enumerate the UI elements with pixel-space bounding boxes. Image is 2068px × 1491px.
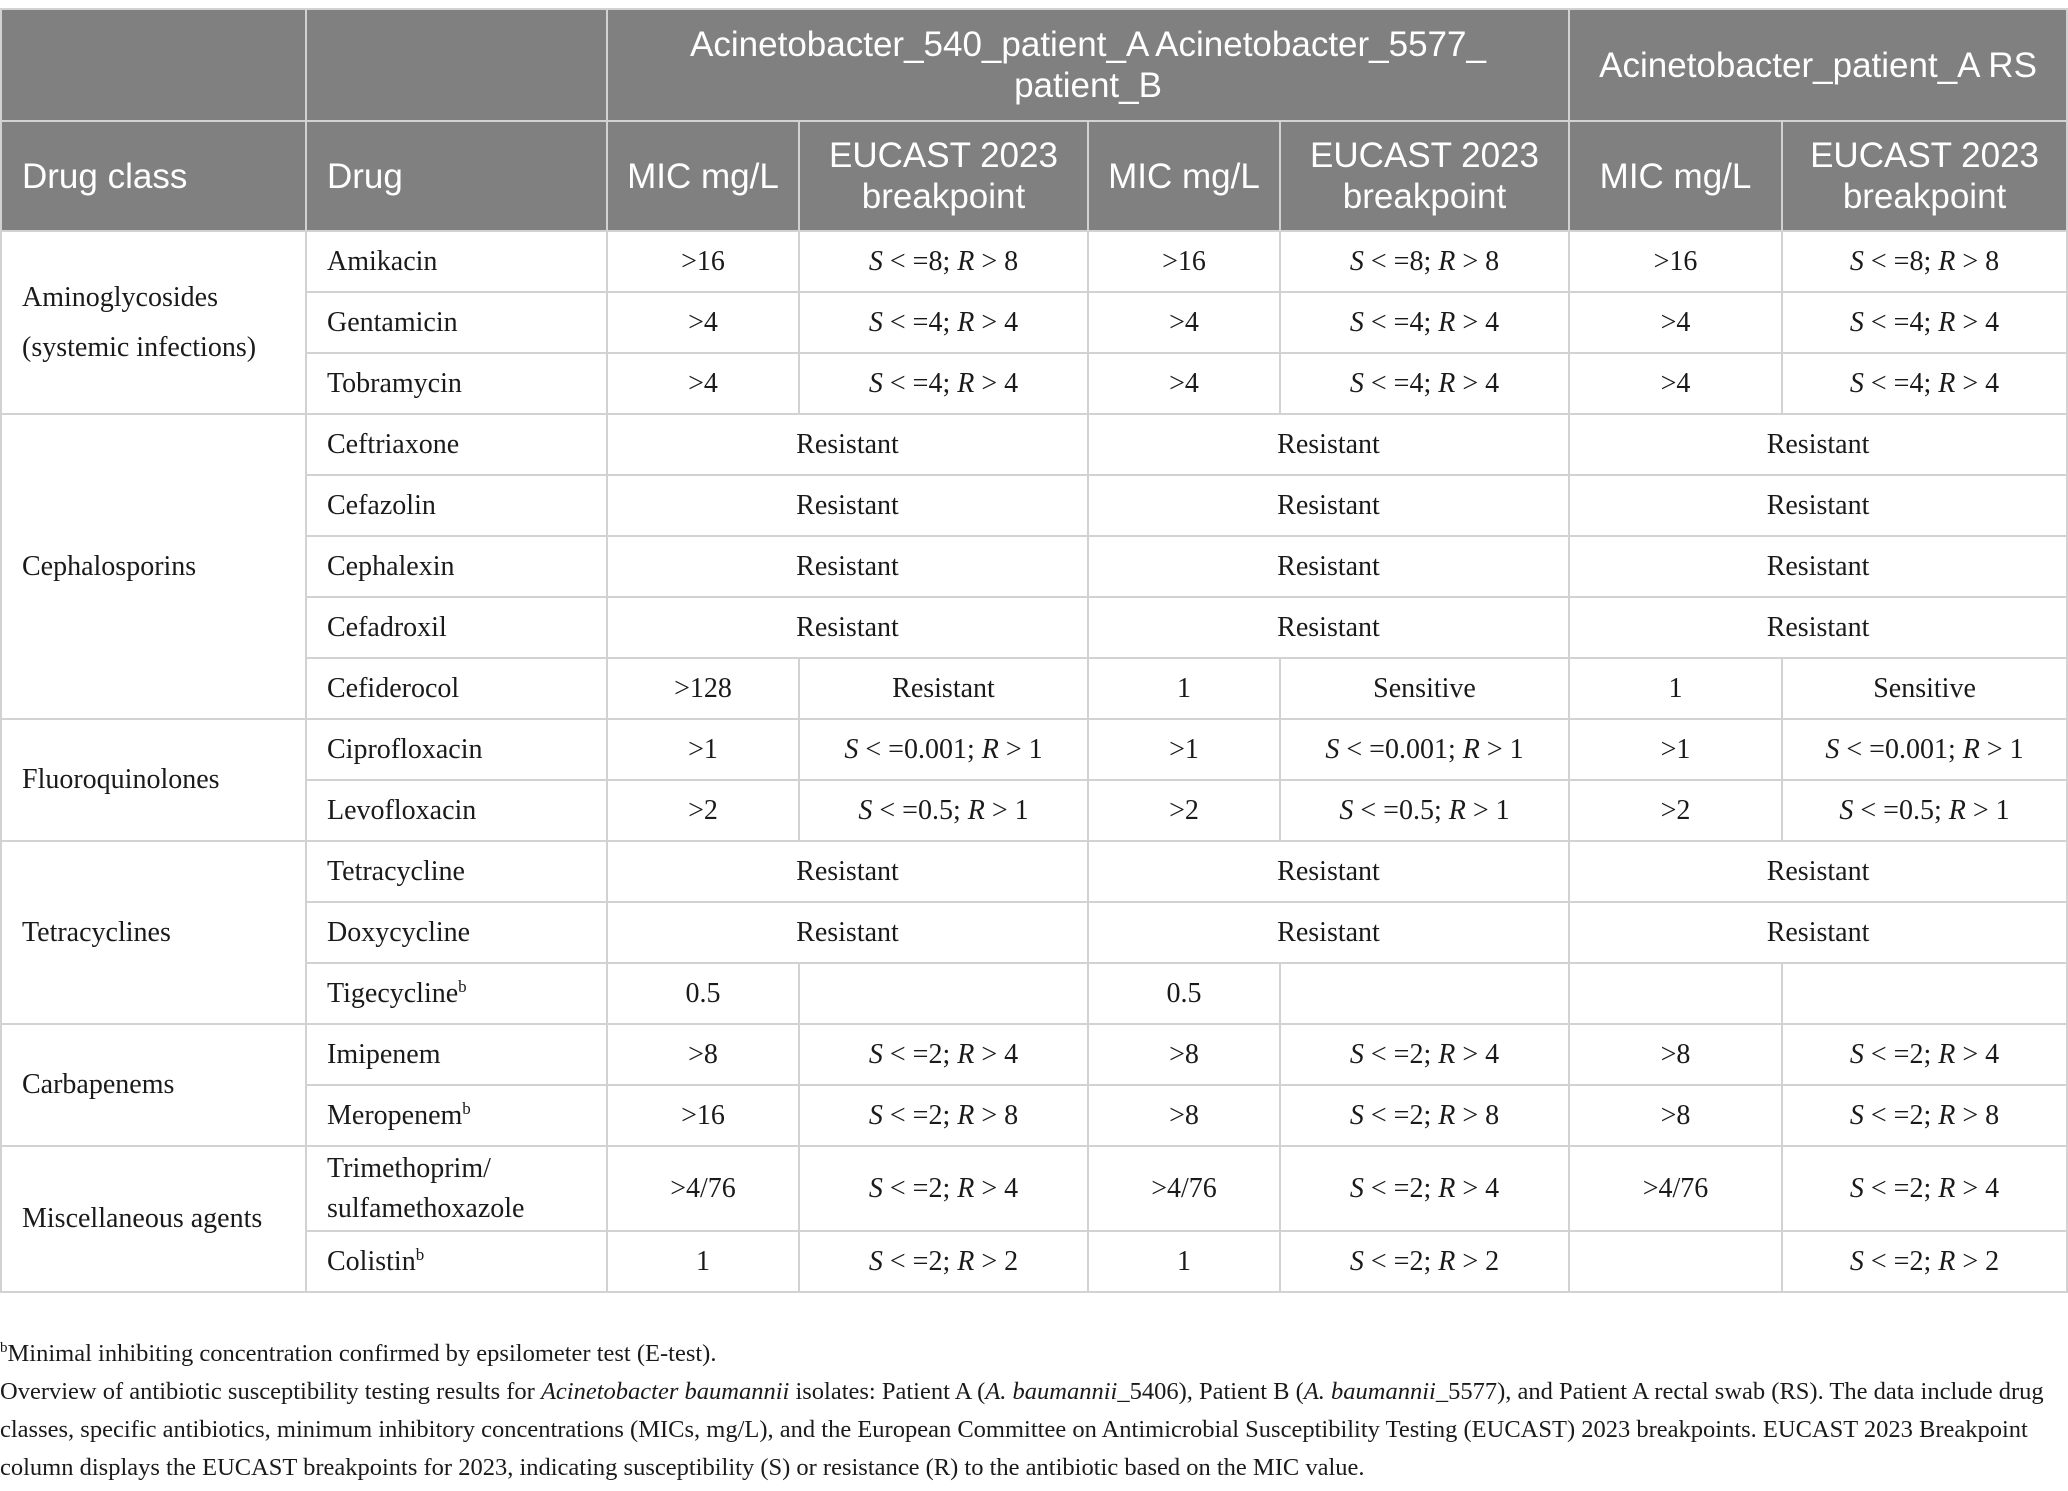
mic-b: >4 (1088, 353, 1280, 414)
breakpoint-value: > 8 (1455, 245, 1500, 277)
table-row (1, 963, 2067, 1024)
susceptible-symbol: S (1339, 794, 1354, 826)
breakpoint-rs: Sensitive (1782, 658, 2067, 719)
mic-rs (1569, 1231, 1782, 1292)
mic-b: >16 (1088, 231, 1280, 292)
resistant-symbol: R (1938, 1245, 1956, 1277)
caption-species: A. baumannii (1303, 1378, 1436, 1405)
breakpoint-value: < =0.5; (872, 794, 968, 826)
class-miscellaneous: Miscellaneous agents (1, 1146, 306, 1292)
class-carbapenems: Carbapenems (1, 1024, 306, 1146)
breakpoint-b (1280, 353, 1569, 414)
susceptible-symbol: S (868, 1099, 883, 1131)
table-row (1, 1085, 2067, 1146)
breakpoint-rs (1782, 1085, 2067, 1146)
mic-rs: >4/76 (1569, 1146, 1782, 1231)
mic-b: >4 (1088, 292, 1280, 353)
header-row-isolates (1, 9, 2067, 121)
drug-name: Cephalexin (306, 536, 607, 597)
resistant-symbol: R (1438, 1099, 1456, 1131)
table-notes (0, 1335, 2060, 1487)
result-b: Resistant (1088, 536, 1569, 597)
susceptible-symbol: S (868, 1245, 883, 1277)
footnote-marker: b (0, 1340, 8, 1356)
mic-a: >4 (607, 353, 799, 414)
result-rs: Resistant (1569, 902, 2067, 963)
resistant-symbol: R (1438, 1245, 1456, 1277)
breakpoint-b (1280, 1146, 1569, 1231)
mic-a: >8 (607, 1024, 799, 1085)
breakpoint-rs (1782, 1146, 2067, 1231)
caption-species: Acinetobacter baumannii (540, 1378, 790, 1405)
resistant-symbol: R (1938, 306, 1956, 338)
resistant-symbol: R (1438, 1038, 1456, 1070)
drug-name: Tetracycline (306, 841, 607, 902)
susceptible-symbol: S (1349, 1172, 1364, 1204)
breakpoint-value: > 1 (998, 733, 1043, 765)
result-rs: Resistant (1569, 414, 2067, 475)
caption-species: A. baumannii (985, 1378, 1118, 1405)
resistant-symbol: R (957, 306, 975, 338)
breakpoint-a (799, 231, 1088, 292)
resistant-symbol: R (957, 1172, 975, 1204)
breakpoint-value: > 8 (1455, 1099, 1500, 1131)
drug-name: Tobramycin (306, 353, 607, 414)
table-row (1, 414, 2067, 475)
footnote-marker: b (462, 1098, 471, 1118)
breakpoint-value: < =2; (1863, 1245, 1939, 1277)
resistant-symbol: R (1438, 245, 1456, 277)
susceptible-symbol: S (1349, 1038, 1364, 1070)
breakpoint-b (1280, 1085, 1569, 1146)
breakpoint-value: < =4; (882, 306, 958, 338)
susceptible-symbol: S (1349, 1245, 1364, 1277)
susceptible-symbol: S (1349, 1099, 1364, 1131)
susceptible-symbol: S (1349, 367, 1364, 399)
breakpoint-value: < =2; (882, 1099, 958, 1131)
mic-a: >16 (607, 231, 799, 292)
breakpoint-value: > 4 (1455, 306, 1500, 338)
susceptible-symbol: S (844, 733, 859, 765)
mic-b: >8 (1088, 1085, 1280, 1146)
resistant-symbol: R (957, 245, 975, 277)
breakpoint-value: > 4 (1955, 1172, 2000, 1204)
class-tetracyclines: Tetracyclines (1, 841, 306, 1024)
breakpoint-value: > 8 (1955, 245, 2000, 277)
table-row (1, 1146, 2067, 1231)
breakpoint-value: < =2; (882, 1172, 958, 1204)
susceptible-symbol: S (858, 794, 873, 826)
mic-a: >4/76 (607, 1146, 799, 1231)
result-a: Resistant (607, 841, 1088, 902)
susceptible-symbol: S (1325, 733, 1340, 765)
breakpoint-value: < =2; (882, 1038, 958, 1070)
caption-part: _5577), and Patient A rectal swab (RS). The data include drug classes, specific antibiotics, minimum inhibitory concentrations (MICs, mg/L), and the European Committee on Antimicrobial Susceptibility Testing (EUCAST) 2023 breakpoints. EUCAST 2023 Breakpoint column displays the EUCAST breakpoints for 2023, indicating susceptibility (S) or resistance (R) to the antibiotic based on the MIC value. (0, 1378, 2044, 1481)
resistant-symbol: R (1938, 1172, 1956, 1204)
result-b: Resistant (1088, 841, 1569, 902)
mic-b: 1 (1088, 1231, 1280, 1292)
mic-b: 0.5 (1088, 963, 1280, 1024)
breakpoint-b (1280, 231, 1569, 292)
breakpoint-a (799, 719, 1088, 780)
susceptible-symbol: S (868, 1038, 883, 1070)
breakpoint-a: Resistant (799, 658, 1088, 719)
resistant-symbol: R (1448, 794, 1466, 826)
susceptible-symbol: S (868, 245, 883, 277)
breakpoint-b (1280, 719, 1569, 780)
header-blank-class (1, 9, 306, 121)
mic-b: >2 (1088, 780, 1280, 841)
susceptibility-table (0, 8, 2068, 1293)
breakpoint-value: < =2; (882, 1245, 958, 1277)
susceptible-symbol: S (1849, 306, 1864, 338)
resistant-symbol: R (957, 1245, 975, 1277)
breakpoint-value: > 4 (974, 1172, 1019, 1204)
table-row (1, 1024, 2067, 1085)
breakpoint-rs (1782, 719, 2067, 780)
drug-name: Tigecycline$^b$ (306, 963, 607, 1024)
header-eucast-a: EUCAST 2023 breakpoint (799, 121, 1088, 231)
footnote-marker: b (458, 976, 467, 996)
drug-name: Colistin$^b$ (306, 1231, 607, 1292)
breakpoint-value: < =0.001; (1339, 733, 1463, 765)
drug-name: Trimethoprim/ sulfamethoxazole (306, 1146, 607, 1231)
caption-part: _5406), Patient B ( (1117, 1378, 1304, 1405)
mic-rs: >16 (1569, 231, 1782, 292)
breakpoint-b (1280, 292, 1569, 353)
header-blank-drug (306, 9, 607, 121)
resistant-symbol: R (1462, 733, 1480, 765)
resistant-symbol: R (1938, 1038, 1956, 1070)
breakpoint-a (799, 353, 1088, 414)
breakpoint-rs (1782, 292, 2067, 353)
breakpoint-value: < =8; (882, 245, 958, 277)
header-mic-rs: MIC mg/L (1569, 121, 1782, 231)
class-aminoglycosides: Aminoglycosides (systemic infections) (1, 231, 306, 414)
mic-rs: >1 (1569, 719, 1782, 780)
result-b: Resistant (1088, 902, 1569, 963)
breakpoint-rs (1782, 1231, 2067, 1292)
mic-rs: >8 (1569, 1024, 1782, 1085)
breakpoint-a (799, 1146, 1088, 1231)
mic-rs: 1 (1569, 658, 1782, 719)
mic-a: >16 (607, 1085, 799, 1146)
mic-a: >4 (607, 292, 799, 353)
breakpoint-a (799, 292, 1088, 353)
resistant-symbol: R (957, 1038, 975, 1070)
table-row (1, 780, 2067, 841)
footnote-text: Minimal inhibiting concentration confirmed by epsilometer test (E-test). (7, 1340, 717, 1367)
table-row (1, 231, 2067, 292)
breakpoint-value: > 4 (1955, 367, 2000, 399)
result-a: Resistant (607, 902, 1088, 963)
table-row (1, 841, 2067, 902)
table-row (1, 536, 2067, 597)
header-eucast-b: EUCAST 2023 breakpoint (1280, 121, 1569, 231)
result-b: Resistant (1088, 597, 1569, 658)
breakpoint-rs (1782, 1024, 2067, 1085)
breakpoint-rs (1782, 963, 2067, 1024)
breakpoint-value: > 2 (974, 1245, 1019, 1277)
breakpoint-value: < =4; (1363, 306, 1439, 338)
mic-b: >8 (1088, 1024, 1280, 1085)
susceptible-symbol: S (868, 1172, 883, 1204)
susceptible-symbol: S (1849, 1245, 1864, 1277)
breakpoint-value: < =0.5; (1353, 794, 1449, 826)
mic-rs (1569, 963, 1782, 1024)
resistant-symbol: R (1438, 306, 1456, 338)
susceptible-symbol: S (1349, 306, 1364, 338)
header-row-columns (1, 121, 2067, 231)
mic-a: >128 (607, 658, 799, 719)
mic-rs: >2 (1569, 780, 1782, 841)
header-drug-class: Drug class (1, 121, 306, 231)
susceptible-symbol: S (1849, 245, 1864, 277)
susceptible-symbol: S (1849, 367, 1864, 399)
caption-part: isolates: Patient A ( (789, 1378, 986, 1405)
breakpoint-rs (1782, 353, 2067, 414)
table-row (1, 475, 2067, 536)
breakpoint-a (799, 963, 1088, 1024)
breakpoint-value: > 4 (1455, 1172, 1500, 1204)
breakpoint-value: < =8; (1363, 245, 1439, 277)
breakpoint-a (799, 780, 1088, 841)
result-a: Resistant (607, 475, 1088, 536)
drug-name: Levofloxacin (306, 780, 607, 841)
susceptible-symbol: S (1849, 1038, 1864, 1070)
drug-name: Ciprofloxacin (306, 719, 607, 780)
caption-part: Overview of antibiotic susceptibility testing results for (0, 1378, 541, 1405)
susceptible-symbol: S (868, 306, 883, 338)
breakpoint-value: < =2; (1863, 1038, 1939, 1070)
breakpoint-value: < =2; (1863, 1172, 1939, 1204)
breakpoint-b (1280, 963, 1569, 1024)
breakpoint-value: < =4; (1863, 367, 1939, 399)
resistant-symbol: R (1438, 367, 1456, 399)
susceptible-symbol: S (1849, 1172, 1864, 1204)
resistant-symbol: R (1938, 245, 1956, 277)
breakpoint-b (1280, 1024, 1569, 1085)
mic-b: >4/76 (1088, 1146, 1280, 1231)
result-b: Resistant (1088, 414, 1569, 475)
drug-name: Ceftriaxone (306, 414, 607, 475)
breakpoint-rs (1782, 780, 2067, 841)
result-a: Resistant (607, 414, 1088, 475)
mic-rs: >8 (1569, 1085, 1782, 1146)
resistant-symbol: R (1938, 367, 1956, 399)
breakpoint-value: > 4 (974, 306, 1019, 338)
breakpoint-value: < =4; (1863, 306, 1939, 338)
header-mic-a: MIC mg/L (607, 121, 799, 231)
breakpoint-value: > 4 (1455, 367, 1500, 399)
breakpoint-value: > 1 (1465, 794, 1510, 826)
table-row (1, 902, 2067, 963)
breakpoint-rs (1782, 231, 2067, 292)
breakpoint-value: > 1 (1965, 794, 2010, 826)
mic-rs: >4 (1569, 353, 1782, 414)
table-row (1, 658, 2067, 719)
breakpoint-value: > 1 (984, 794, 1029, 826)
resistant-symbol: R (1962, 733, 1980, 765)
breakpoint-value: < =2; (1863, 1099, 1939, 1131)
breakpoint-b (1280, 780, 1569, 841)
breakpoint-a (799, 1231, 1088, 1292)
breakpoint-value: > 4 (974, 1038, 1019, 1070)
breakpoint-value: < =0.001; (858, 733, 982, 765)
header-isolate-ab: Acinetobacter_540_patient_A Acinetobacter_5577_ patient_B (607, 9, 1569, 121)
drug-name: Doxycycline (306, 902, 607, 963)
breakpoint-value: < =0.5; (1853, 794, 1949, 826)
breakpoint-value: > 1 (1979, 733, 2024, 765)
class-fluoroquinolones: Fluoroquinolones (1, 719, 306, 841)
susceptible-symbol: S (868, 367, 883, 399)
breakpoint-b (1280, 1231, 1569, 1292)
mic-rs: >4 (1569, 292, 1782, 353)
header-drug: Drug (306, 121, 607, 231)
breakpoint-value: < =2; (1363, 1099, 1439, 1131)
breakpoint-value: > 8 (1955, 1099, 2000, 1131)
drug-name: Amikacin (306, 231, 607, 292)
result-b: Resistant (1088, 475, 1569, 536)
drug-name: Cefazolin (306, 475, 607, 536)
breakpoint-value: > 4 (974, 367, 1019, 399)
table-caption (0, 1373, 2060, 1487)
breakpoint-value: < =2; (1363, 1038, 1439, 1070)
header-eucast-rs: EUCAST 2023 breakpoint (1782, 121, 2067, 231)
result-rs: Resistant (1569, 597, 2067, 658)
mic-b: >1 (1088, 719, 1280, 780)
table-row (1, 353, 2067, 414)
mic-a: >2 (607, 780, 799, 841)
susceptible-symbol: S (1839, 794, 1854, 826)
footnote (0, 1335, 2060, 1373)
breakpoint-value: > 4 (1955, 1038, 2000, 1070)
breakpoint-b: Sensitive (1280, 658, 1569, 719)
result-a: Resistant (607, 597, 1088, 658)
drug-name: Gentamicin (306, 292, 607, 353)
mic-b: 1 (1088, 658, 1280, 719)
breakpoint-value: > 8 (974, 245, 1019, 277)
table-row (1, 719, 2067, 780)
header-isolate-rs: Acinetobacter_patient_A RS (1569, 9, 2067, 121)
breakpoint-value: > 4 (1455, 1038, 1500, 1070)
resistant-symbol: R (1948, 794, 1966, 826)
mic-a: >1 (607, 719, 799, 780)
breakpoint-value: > 4 (1955, 306, 2000, 338)
breakpoint-a (799, 1085, 1088, 1146)
breakpoint-value: > 8 (974, 1099, 1019, 1131)
breakpoint-value: < =2; (1363, 1245, 1439, 1277)
resistant-symbol: R (957, 1099, 975, 1131)
drug-name: Cefiderocol (306, 658, 607, 719)
drug-name: Cefadroxil (306, 597, 607, 658)
breakpoint-value: > 2 (1455, 1245, 1500, 1277)
breakpoint-value: > 1 (1479, 733, 1524, 765)
result-a: Resistant (607, 536, 1088, 597)
drug-name: Imipenem (306, 1024, 607, 1085)
breakpoint-value: < =2; (1363, 1172, 1439, 1204)
breakpoint-value: < =8; (1863, 245, 1939, 277)
result-rs: Resistant (1569, 475, 2067, 536)
breakpoint-value: < =4; (1363, 367, 1439, 399)
susceptible-symbol: S (1349, 245, 1364, 277)
breakpoint-value: < =4; (882, 367, 958, 399)
table-row (1, 292, 2067, 353)
header-mic-b: MIC mg/L (1088, 121, 1280, 231)
mic-a: 1 (607, 1231, 799, 1292)
result-rs: Resistant (1569, 536, 2067, 597)
result-rs: Resistant (1569, 841, 2067, 902)
resistant-symbol: R (957, 367, 975, 399)
drug-name: Meropenem$^b$ (306, 1085, 607, 1146)
table-row (1, 597, 2067, 658)
resistant-symbol: R (1938, 1099, 1956, 1131)
susceptible-symbol: S (1825, 733, 1840, 765)
table-row (1, 1231, 2067, 1292)
breakpoint-value: < =0.001; (1839, 733, 1963, 765)
breakpoint-value: > 2 (1955, 1245, 2000, 1277)
class-cephalosporins: Cephalosporins (1, 414, 306, 719)
mic-a: 0.5 (607, 963, 799, 1024)
resistant-symbol: R (967, 794, 985, 826)
breakpoint-a (799, 1024, 1088, 1085)
susceptible-symbol: S (1849, 1099, 1864, 1131)
resistant-symbol: R (981, 733, 999, 765)
footnote-marker: b (415, 1244, 425, 1264)
resistant-symbol: R (1438, 1172, 1456, 1204)
